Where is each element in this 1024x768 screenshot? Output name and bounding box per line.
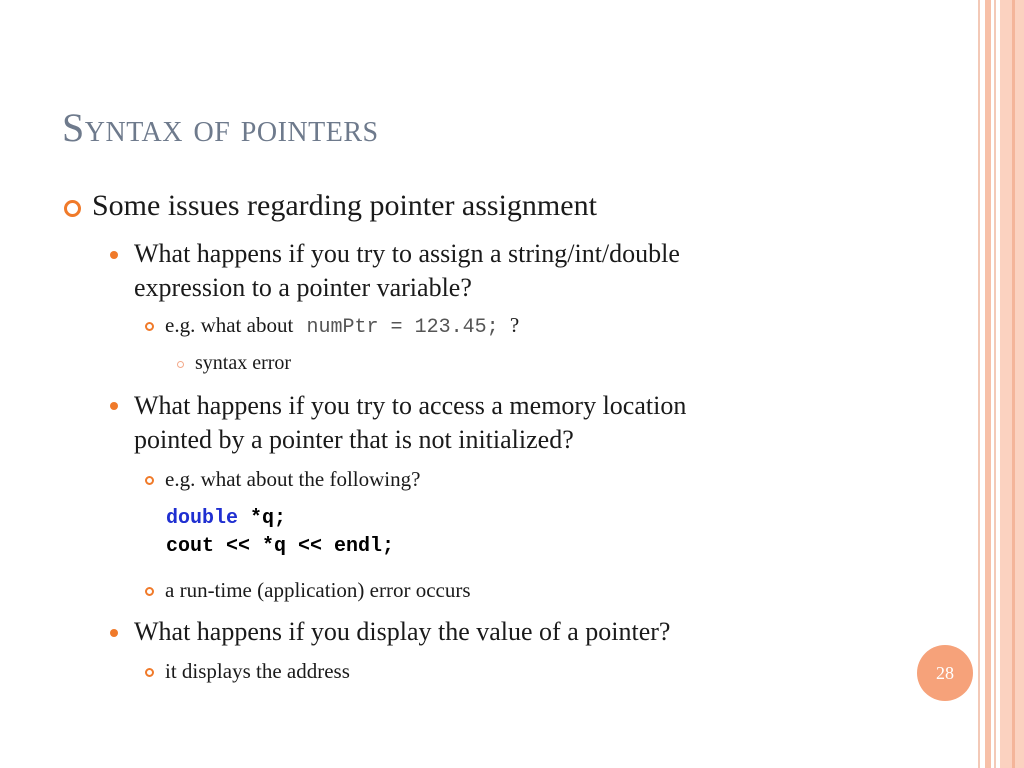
bullet-line: What happens if you try to assign a string/int/double <box>134 239 680 268</box>
bullet-line: expression to a pointer variable? <box>134 273 472 302</box>
dot-bullet-icon <box>110 629 118 637</box>
bullet-level3 <box>165 313 519 339</box>
inline-code: numPtr = 123.45; <box>306 316 499 339</box>
bullet-level3: a run-time (application) error occurs <box>165 578 471 602</box>
code-keyword: double <box>166 507 239 530</box>
decor-stripe <box>994 0 996 768</box>
bullet-level3: it displays the address <box>165 659 350 683</box>
ring-bullet-icon <box>64 200 81 217</box>
slide-title: Syntax of pointers <box>62 105 379 150</box>
decor-stripe <box>1012 0 1015 768</box>
ring-bullet-icon <box>145 322 154 331</box>
decor-stripe <box>985 0 991 768</box>
bullet-text: ? <box>509 313 520 337</box>
bullet-level2 <box>134 237 680 305</box>
ring-bullet-icon <box>145 476 154 485</box>
bullet-level2 <box>134 389 686 457</box>
dot-bullet-icon <box>110 251 118 259</box>
page-number-badge: 28 <box>917 645 973 701</box>
bullet-level1: Some issues regarding pointer assignment <box>92 189 597 222</box>
ring-bullet-icon <box>177 361 184 368</box>
bullet-text: e.g. what about <box>165 313 294 337</box>
bullet-line: pointed by a pointer that is not initialized? <box>134 425 574 454</box>
code-line <box>166 507 286 530</box>
bullet-level4: syntax error <box>195 352 292 374</box>
decor-stripe <box>978 0 980 768</box>
ring-bullet-icon <box>145 587 154 596</box>
dot-bullet-icon <box>110 402 118 410</box>
ring-bullet-icon <box>145 668 154 677</box>
bullet-level3: e.g. what about the following? <box>165 467 421 491</box>
code-text: *q; <box>250 507 287 530</box>
code-line: cout << *q << endl; <box>166 535 395 558</box>
bullet-level2: What happens if you display the value of a pointer? <box>134 617 671 646</box>
bullet-line: What happens if you try to access a memory location <box>134 391 687 420</box>
